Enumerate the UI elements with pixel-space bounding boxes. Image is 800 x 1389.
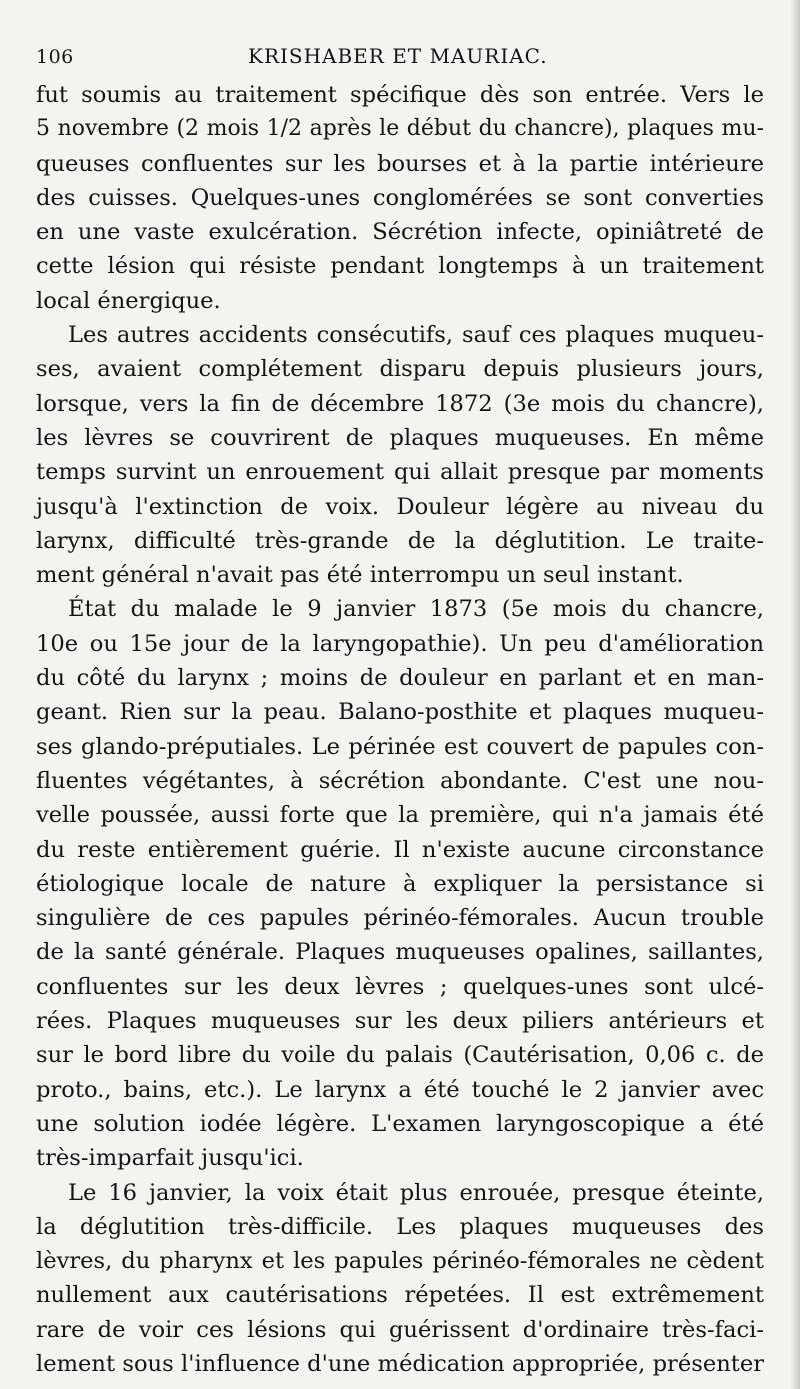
text-line: 5 novembre (2 mois 1/2 après le début du chancre), plaques mu- — [36, 116, 764, 142]
text-line: lorsque, vers la fin de décembre 1872 (3e mois du chancre), — [36, 390, 764, 417]
text-line: queuses confluentes sur les bourses et à la partie intérieure — [36, 150, 764, 177]
text-line: jusqu'à l'extinction de voix. Douleur légère au niveau du — [36, 493, 764, 520]
text-line: confluentes sur les deux lèvres ; quelques-unes sont ulcé- — [36, 973, 764, 1000]
text-line: très-imparfait jusqu'ici. — [36, 1145, 304, 1172]
text-line: État du malade le 9 janvier 1873 (5e mois du chancre, — [68, 596, 764, 623]
text-line: du reste entièrement guérie. Il n'existe aucune circonstance — [36, 836, 764, 863]
text-line: rare de voir ces lésions qui guérissent d'ordinaire très-faci- — [36, 1316, 764, 1343]
body-text — [36, 78, 764, 1381]
text-line: de la santé générale. Plaques muqueuses opalines, saillantes, — [36, 939, 764, 966]
text-line: du côté du larynx ; moins de douleur en parlant et en man- — [36, 665, 764, 692]
text-line: des cuisses. Quelques-unes conglomérées se sont converties — [36, 184, 764, 211]
text-line: nullement aux cautérisations répetées. Il est extrêmement — [36, 1282, 764, 1309]
text-line: lèvres, du pharynx et les papules périnéo-fémorales ne cèdent — [36, 1248, 764, 1275]
text-line: en une vaste exulcération. Sécrétion infecte, opiniâtreté de — [36, 219, 764, 246]
running-title: KRISHABER ET MAURIAC. — [248, 44, 548, 68]
text-line: la déglutition très-difficile. Les plaques muqueuses des — [36, 1213, 764, 1240]
text-line: ses glando-préputiales. Le périnée est couvert de papules con- — [36, 733, 764, 760]
text-line: Le 16 janvier, la voix était plus enrouée, presque éteinte, — [68, 1179, 764, 1206]
text-line: rées. Plaques muqueuses sur les deux piliers antérieurs et — [36, 1008, 764, 1035]
text-line: proto., bains, etc.). Le larynx a été touché le 2 janvier avec — [36, 1076, 764, 1103]
text-line: une solution iodée légère. L'examen laryngoscopique a été — [36, 1110, 764, 1137]
text-line: ses, avaient complétement disparu depuis plusieurs jours, — [36, 356, 764, 383]
text-line: 10e ou 15e jour de la laryngopathie). Un peu d'amélioration — [36, 630, 764, 657]
text-line: temps survint un enrouement qui allait presque par moments — [36, 459, 764, 486]
page-number: 106 — [36, 46, 74, 68]
text-line: geant. Rien sur la peau. Balano-posthite et plaques muqueu- — [36, 699, 764, 726]
text-line: étiologique locale de nature à expliquer la persistance si — [36, 870, 764, 897]
text-line: sur le bord libre du voile du palais (Cautérisation, 0,06 c. de — [36, 1042, 764, 1069]
text-line: les lèvres se couvrirent de plaques muqueuses. En même — [36, 424, 764, 451]
text-line: cette lésion qui résiste pendant longtemps à un traitement — [36, 253, 764, 280]
text-line: larynx, difficulté très-grande de la déglutition. Le traite- — [36, 527, 764, 554]
text-line: fluentes végétantes, à sécrétion abondante. C'est une nou- — [36, 767, 764, 794]
text-line: ment général n'avait pas été interrompu un seul instant. — [36, 562, 684, 589]
text-line: fut soumis au traitement spécifique dès son entrée. Vers le — [36, 82, 764, 108]
text-line: lement sous l'influence d'une médication appropriée, présenter — [36, 1350, 764, 1377]
text-line: Les autres accidents consécutifs, sauf ces plaques muqueu- — [68, 322, 764, 349]
text-line: velle poussée, aussi forte que la première, qui n'a jamais été — [36, 802, 764, 829]
running-head — [36, 38, 764, 72]
text-line: local énergique. — [36, 287, 221, 314]
text-line: singulière de ces papules périnéo-fémorales. Aucun trouble — [36, 905, 764, 932]
